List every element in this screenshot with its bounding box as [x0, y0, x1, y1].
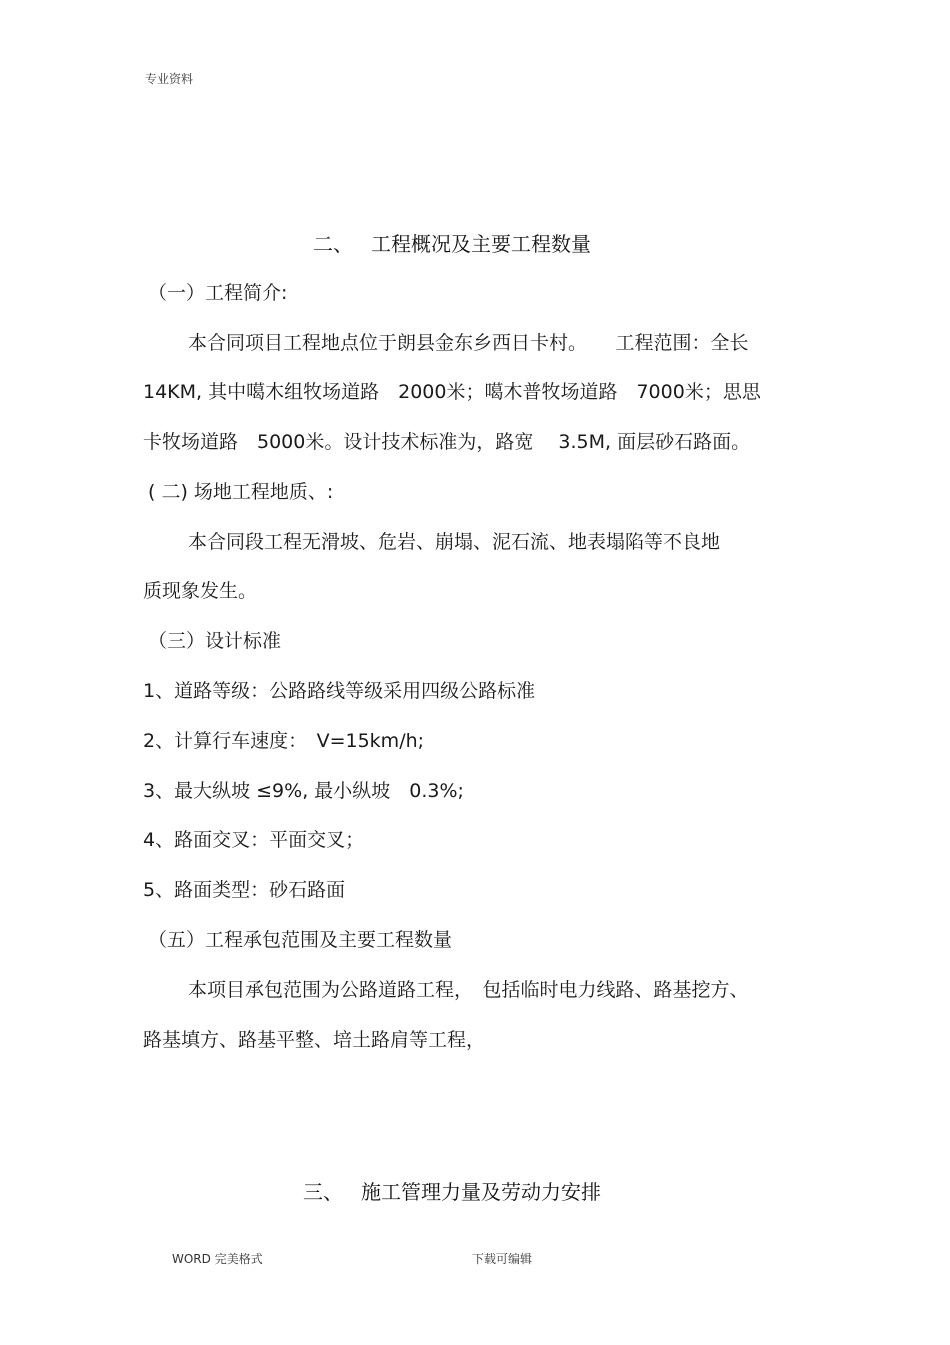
section-2-heading	[313, 228, 591, 257]
paragraph-2-line-1: 本合同段工程无滑坡、危岩、崩塌、泥石流、地表塌陷等不良地	[188, 531, 721, 553]
section-2-title: 工程概况及主要工程数量	[371, 232, 591, 256]
paragraph-1-line-2: 14KM, 其中噶木组牧场道路 2000米；噶木普牧场道路 7000米；思思	[143, 381, 761, 403]
paragraph-1-line-3: 卡牧场道路 5000米。设计技术标准为，路宽 3.5M, 面层砂石路面。	[143, 431, 751, 453]
subheading-project-intro: （一）工程简介:	[148, 282, 288, 304]
page-header-label: 专业资料	[145, 72, 194, 86]
subheading-site-geology: ( 二) 场地工程地质、:	[148, 481, 334, 503]
list-item: 5、路面类型：砂石路面	[143, 879, 346, 901]
section-3-heading	[303, 1176, 601, 1205]
paragraph-3-line-1: 本项目承包范围为公路道路工程， 包括临时电力线路、路基挖方、	[188, 979, 749, 1001]
section-3-title: 施工管理力量及劳动力安排	[361, 1180, 601, 1204]
footer-right-label: 下载可编辑	[472, 1252, 533, 1266]
subheading-contract-scope: （五）工程承包范围及主要工程数量	[148, 929, 453, 951]
list-item: 3、最大纵坡 ≤9%, 最小纵坡 0.3%;	[143, 780, 464, 802]
list-item: 4、路面交叉：平面交叉；	[143, 829, 365, 851]
paragraph-1-line-1: 本合同项目工程地点位于朗县金东乡西日卡村。 工程范围：全长	[188, 332, 749, 354]
list-item: 1、道路等级：公路路线等级采用四级公路标准	[143, 680, 536, 702]
paragraph-3-line-2: 路基填方、路基平整、培土路肩等工程，	[143, 1029, 486, 1051]
subheading-design-standards: （三）设计标准	[148, 630, 282, 652]
footer-left-label: WORD 完美格式	[172, 1252, 263, 1266]
list-item: 2、计算行车速度： V=15km/h;	[143, 730, 425, 752]
section-3-number: 三、	[303, 1180, 343, 1204]
paragraph-2-line-2: 质现象发生。	[143, 580, 258, 602]
section-2-number: 二、	[313, 232, 353, 256]
